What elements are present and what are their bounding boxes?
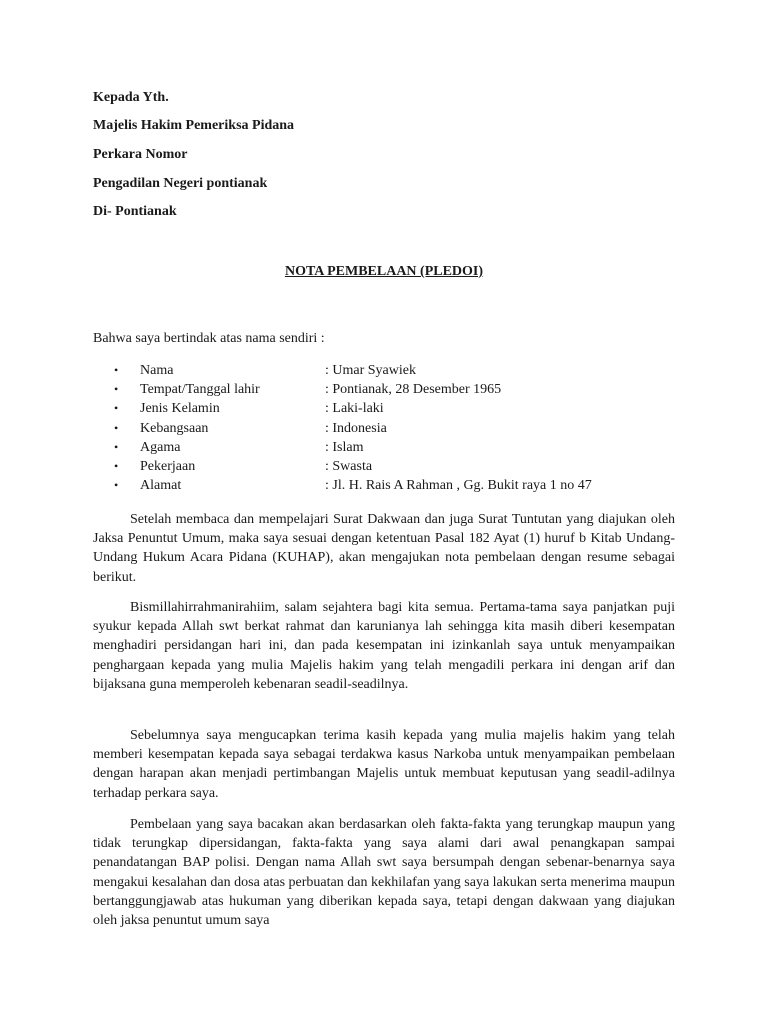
bullet-icon: • (114, 401, 119, 416)
identity-row-ttl (93, 381, 683, 400)
identity-row-nama (93, 362, 683, 381)
identity-value: : Indonesia (325, 420, 387, 436)
identity-label: Nama (140, 363, 174, 378)
bullet-icon: • (114, 458, 119, 473)
identity-label: Jenis Kelamin (140, 401, 220, 417)
bullet-icon: • (114, 478, 119, 493)
identity-label: Alamat (140, 478, 182, 494)
bullet-icon: • (114, 420, 119, 435)
identity-value: : Laki-laki (325, 401, 384, 417)
identity-value: : Umar Syawiek (325, 363, 416, 378)
identity-value: : Jl. H. Rais A Rahman , Gg. Bukit raya 1 no 47 (325, 478, 592, 494)
identity-value: : Swasta (325, 458, 373, 474)
address-line-kepada: Kepada Yth. (93, 90, 169, 105)
address-line-perkara: Perkara Nomor (93, 147, 188, 162)
identity-row-kebangsaan (93, 420, 683, 439)
address-line-pengadilan: Pengadilan Negeri pontianak (93, 176, 268, 191)
identity-label: Agama (140, 439, 181, 455)
bullet-icon: • (114, 363, 119, 377)
identity-label: Tempat/Tanggal lahir (140, 382, 260, 398)
paragraph-terima-kasih: Sebelumnya saya mengucapkan terima kasih kepada yang mulia majelis hakim yang telah memberi kesempatan kepada saya sebagai terdakwa kasus Narkoba untuk menyampaikan pembelaan dengan harapan akan menjadi pertimbangan Majelis untuk membuat keputusan yang seadil-adilnya terhadap perkara saya. (93, 728, 675, 801)
document-title: NOTA PEMBELAAN (PLEDOI) (284, 264, 484, 279)
paragraph-surat-dakwaan: Setelah membaca dan mempelajari Surat Dakwaan dan juga Surat Tuntutan yang diajukan oleh Jaksa Penuntut Umum, maka saya sesuai dengan ketentuan Pasal 182 Ayat (1) huruf b Kitab Undang-Undang Hukum Acara Pidana (KUHAP), akan mengajukan nota pembelaan dengan resume sebagai berikut. (93, 512, 675, 585)
identity-row-pekerjaan (93, 458, 683, 477)
identity-value: : Pontianak, 28 Desember 1965 (325, 382, 502, 398)
identity-label: Kebangsaan (140, 420, 209, 436)
identity-list (93, 362, 683, 496)
identity-row-jenis-kelamin (93, 400, 683, 419)
identity-label: Pekerjaan (140, 458, 196, 474)
identity-row-alamat (93, 477, 683, 496)
identity-value: : Islam (325, 439, 364, 455)
address-line-tujuan: Di- Pontianak (93, 204, 177, 219)
bullet-icon: • (114, 439, 119, 454)
bullet-icon: • (114, 382, 119, 397)
paragraph-pembelaan: Pembelaan yang saya bacakan akan berdasarkan oleh fakta-fakta yang terungkap maupun yang tidak terungkap dipersidangan, fakta-fakta yang saya alami dari awal penangkapan sampai penandatangan BAP polisi. Dengan nama Allah swt saya bersumpah dengan sebenar-benarnya saya mengakui kesalahan dan dosa atas perbuatan dan kekhilafan yang saya lakukan serta menerima maupun bertanggungjawab atas hukuman yang diberikan kepada saya, tetapi dengan dakwaan yang diajukan oleh jaksa penuntut umum saya (93, 817, 675, 929)
address-line-majelis: Majelis Hakim Pemeriksa Pidana (93, 118, 295, 133)
paragraph-bismillah: Bismillahirrahmanirahiim, salam sejahtera bagi kita semua. Pertama-tama saya panjatkan puji syukur kepada Allah swt berkat rahmat dan karunianya lah sehingga kita masih diberi kesempatan menghadiri persidangan hari ini, dan pada kesempatan ini izinkanlah saya untuk menyampaikan penghargaan kepada yang mulia Majelis hakim yang telah mengadili perkara ini dengan arif dan bijaksana guna memperoleh kebenaran seadil-seadilnya. (93, 600, 675, 692)
intro-statement: Bahwa saya bertindak atas nama sendiri : (93, 331, 325, 346)
identity-row-agama (93, 439, 683, 458)
